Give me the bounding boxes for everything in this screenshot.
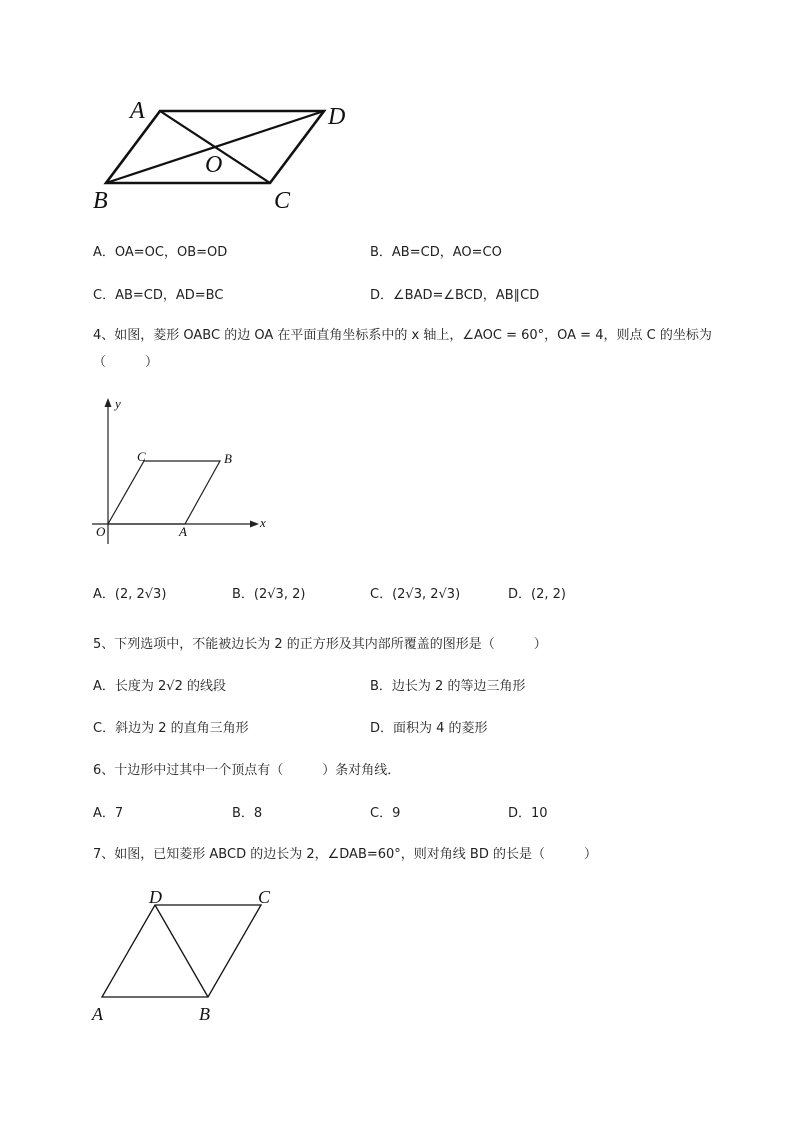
q5-option-a[interactable]: A．长度为 2√2 的线段: [93, 679, 226, 694]
label-b: B: [224, 451, 232, 466]
label-b: B: [93, 188, 108, 214]
q4-question-text: 4、如图，菱形 OABC 的边 OA 在平面直角坐标系中的 x 轴上，∠AOC = 60°，OA = 4，则点 C 的坐标为: [93, 328, 712, 343]
diagonal-bd: [155, 905, 208, 997]
q3-option-d[interactable]: D．∠BAD=∠BCD，AB∥CD: [370, 288, 540, 303]
q5-option-c[interactable]: C．斜边为 2 的直角三角形: [93, 721, 249, 736]
q5-option-d[interactable]: D．面积为 4 的菱形: [370, 721, 488, 736]
q6-option-b[interactable]: B．8: [232, 806, 263, 821]
y-axis-arrow-icon: [105, 398, 112, 407]
label-d: D: [328, 104, 346, 130]
q4-option-d[interactable]: D．(2, 2): [508, 587, 566, 602]
label-a: A: [130, 98, 145, 124]
q5-question-text: 5、下列选项中，不能被边长为 2 的正方形及其内部所覆盖的图形是（ ）: [93, 637, 547, 652]
q6-question-text: 6、十边形中过其中一个顶点有（ ）条对角线．: [93, 763, 401, 778]
x-axis-arrow-icon: [250, 521, 259, 528]
label-c: C: [258, 887, 271, 907]
q6-option-d[interactable]: D．10: [508, 806, 548, 821]
q4-option-a[interactable]: A．(2, 2√3): [93, 587, 167, 602]
rhombus-abcd-figure: [88, 884, 278, 1024]
label-x: x: [260, 515, 266, 530]
rhombus-oabc: [108, 461, 220, 524]
label-b: B: [199, 1004, 210, 1024]
label-a: A: [179, 524, 187, 539]
q3-option-a[interactable]: A．OA=OC，OB=OD: [93, 245, 228, 260]
q7-question-text: 7、如图，已知菱形 ABCD 的边长为 2，∠DAB=60°，则对角线 BD 的长是（ ）: [93, 847, 597, 862]
q4-option-b[interactable]: B．(2√3, 2): [232, 587, 306, 602]
q3-option-b[interactable]: B．AB=CD，AO=CO: [370, 245, 502, 260]
label-o: O: [205, 152, 223, 178]
label-a: A: [92, 1004, 103, 1024]
label-c: C: [137, 449, 146, 464]
parallelogram-figure: [90, 96, 360, 216]
label-d: D: [149, 887, 162, 907]
label-y: y: [115, 396, 121, 411]
label-o: O: [96, 524, 106, 539]
q3-option-c[interactable]: C．AB=CD，AD=BC: [93, 288, 224, 303]
q6-option-a[interactable]: A．7: [93, 806, 124, 821]
q4-answer-blank: （ ）: [93, 355, 159, 370]
label-c: C: [274, 188, 291, 214]
q6-option-c[interactable]: C．9: [370, 806, 401, 821]
rhombus-coordinate-figure: [88, 394, 283, 544]
q5-option-b[interactable]: B．边长为 2 的等边三角形: [370, 679, 526, 694]
q4-option-c[interactable]: C．(2√3, 2√3): [370, 587, 461, 602]
